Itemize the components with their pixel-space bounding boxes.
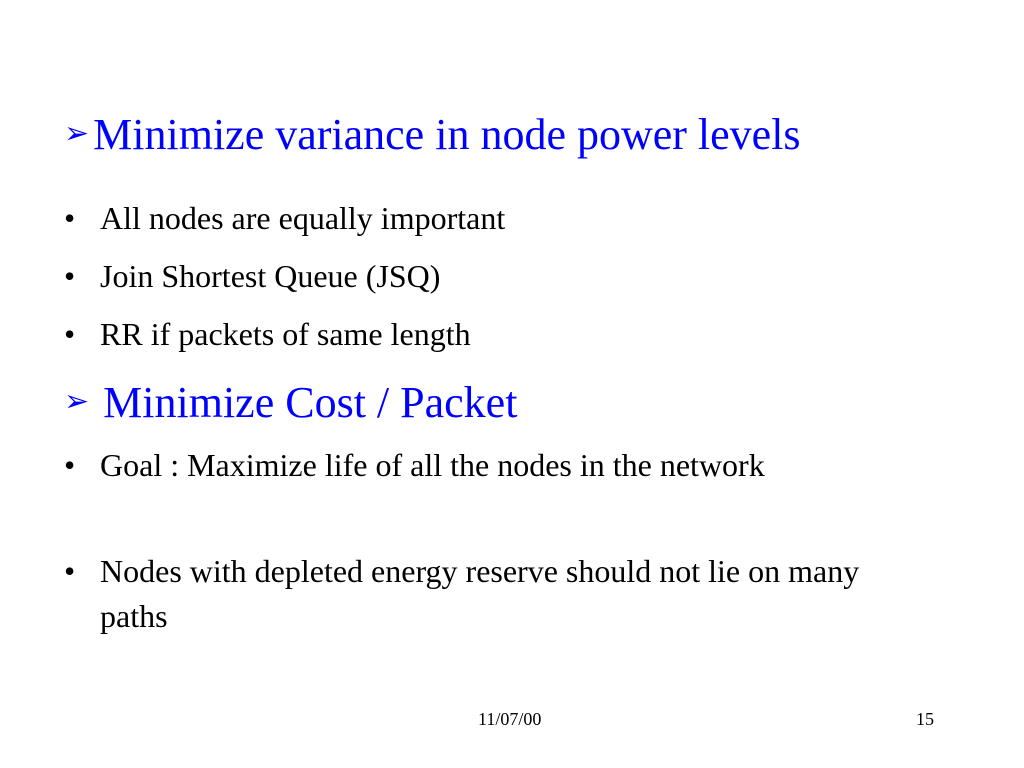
bullet-item	[64, 549, 924, 639]
arrow-bullet-icon: ➢	[64, 384, 90, 419]
bullet-text: Join Shortest Queue (JSQ)	[100, 258, 441, 294]
bullet-text: Nodes with depleted energy reserve should not lie on many paths	[100, 553, 860, 634]
bullet-dot-icon: •	[64, 200, 76, 236]
bullet-dot-icon: •	[64, 447, 76, 483]
bullet-item	[64, 196, 924, 241]
bullet-item	[64, 254, 924, 299]
bullet-dot-icon: •	[64, 553, 76, 589]
heading-text: Minimize variance in node power levels	[93, 110, 801, 159]
arrow-bullet-icon: ➢	[64, 116, 90, 151]
bullet-item	[64, 312, 924, 357]
heading-minimize-variance	[64, 108, 801, 161]
heading-text: Minimize Cost / Packet	[103, 378, 518, 427]
bullet-text: RR if packets of same length	[100, 316, 471, 352]
footer-page-number: 15	[916, 709, 934, 729]
heading-minimize-cost	[64, 376, 517, 429]
bullet-text: All nodes are equally important	[100, 200, 506, 236]
bullet-item	[64, 443, 924, 488]
bullet-text: Goal : Maximize life of all the nodes in the network	[100, 447, 765, 483]
bullet-dot-icon: •	[64, 258, 76, 294]
footer-date: 11/07/00	[478, 709, 542, 729]
bullet-dot-icon: •	[64, 316, 76, 352]
